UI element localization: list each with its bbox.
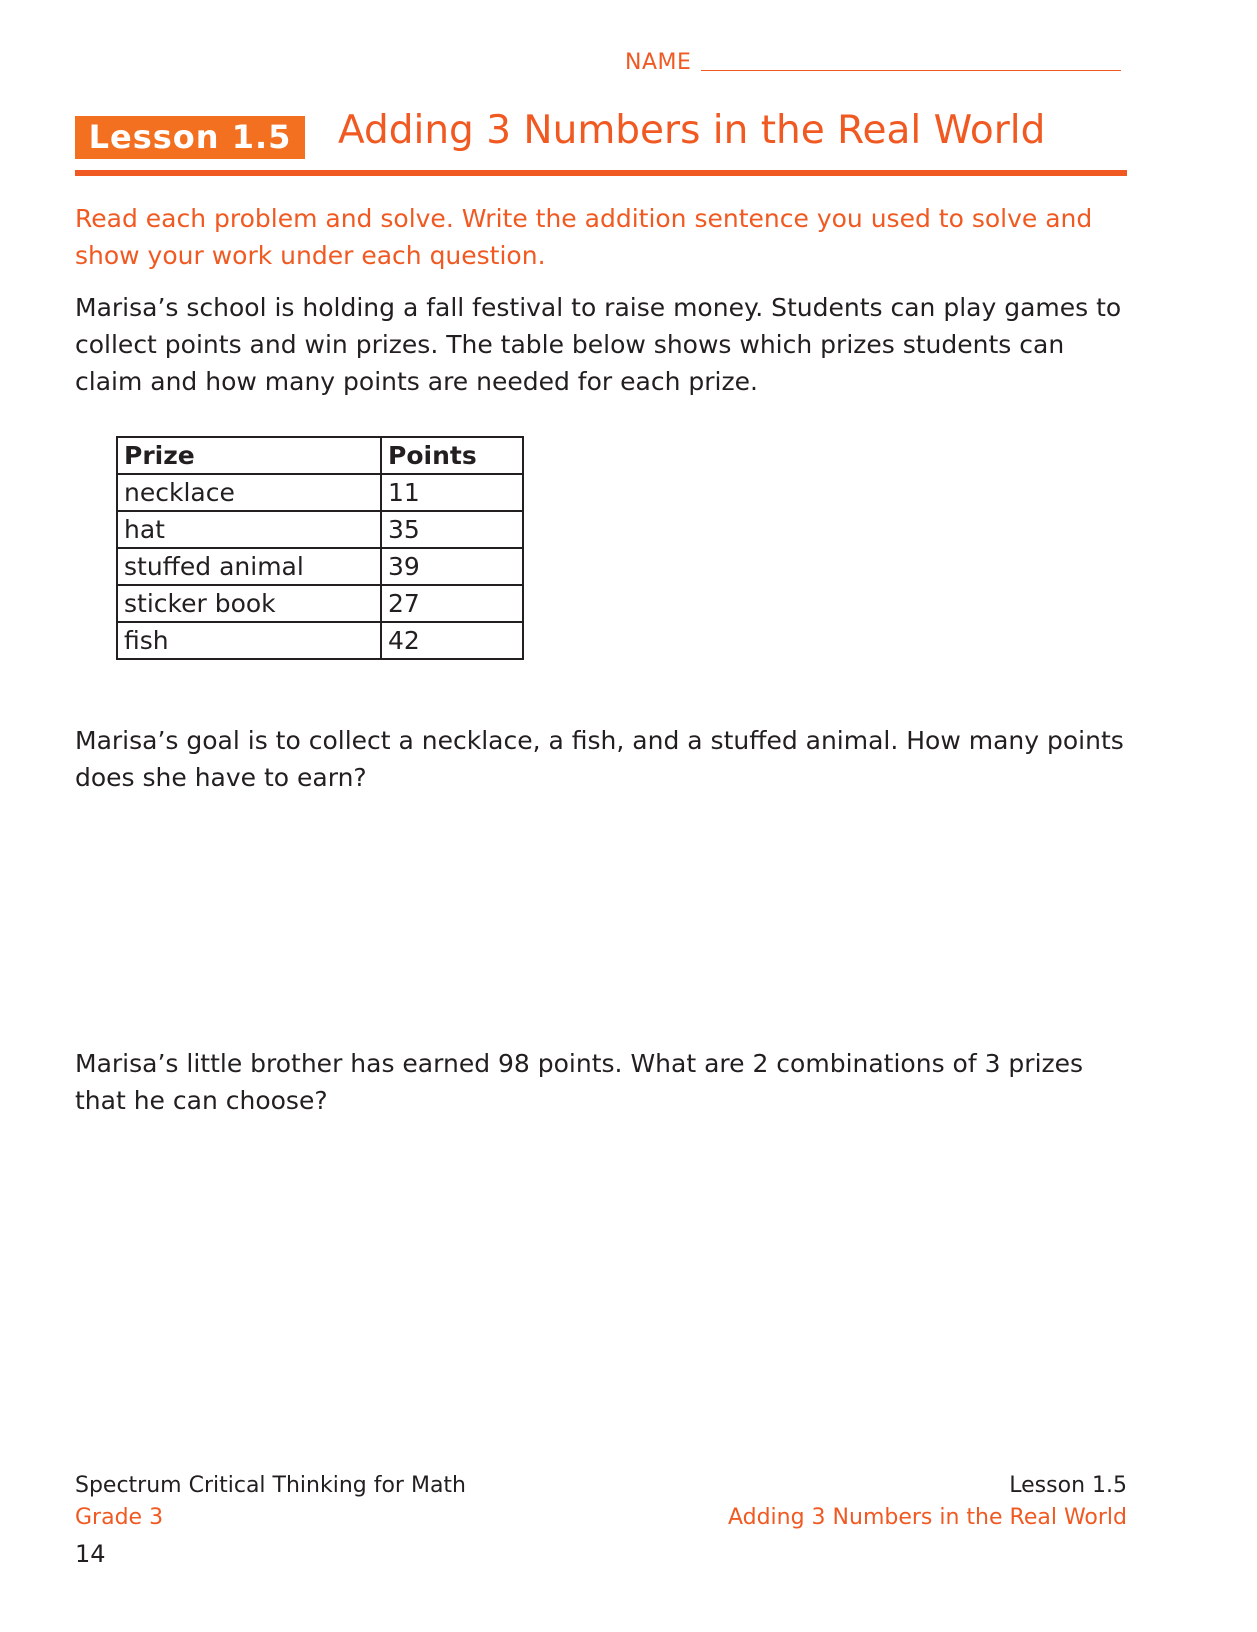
- table-row: [117, 511, 523, 548]
- footer-grade: Grade 3: [75, 1505, 164, 1530]
- prize-cell: fish: [117, 622, 381, 659]
- points-cell: 11: [381, 474, 523, 511]
- name-field-line[interactable]: [701, 69, 1121, 71]
- table-row: [117, 622, 523, 659]
- intro-paragraph: Marisa’s school is holding a fall festival to raise money. Students can play games to collect points and win prizes. The table below shows which prizes students can claim and how many points are needed for each prize.: [75, 293, 1122, 396]
- prize-cell: sticker book: [117, 585, 381, 622]
- footer-right: [728, 1470, 1127, 1534]
- question-1: Marisa’s goal is to collect a necklace, a fish, and a stuffed animal. How many points does she have to earn?: [75, 726, 1124, 792]
- question-2: Marisa’s little brother has earned 98 points. What are 2 combinations of 3 prizes that he can choose?: [75, 1049, 1084, 1115]
- prize-cell: stuffed animal: [117, 548, 381, 585]
- table-row: [117, 585, 523, 622]
- prize-cell: hat: [117, 511, 381, 548]
- prize-table: [116, 436, 524, 660]
- points-cell: 39: [381, 548, 523, 585]
- table-header-row: [117, 437, 523, 474]
- points-cell: 35: [381, 511, 523, 548]
- column-header-prize: Prize: [117, 437, 381, 474]
- lesson-badge: Lesson 1.5: [75, 116, 305, 159]
- table-row: [117, 474, 523, 511]
- footer-book-title: Spectrum Critical Thinking for Math: [75, 1473, 467, 1498]
- points-cell: 42: [381, 622, 523, 659]
- header-divider: [75, 170, 1127, 176]
- footer-left: [75, 1470, 466, 1534]
- instructions: Read each problem and solve. Write the addition sentence you used to solve and show your work under each question.: [75, 204, 1093, 270]
- page-number: 14: [75, 1540, 106, 1568]
- name-row: [625, 50, 1121, 75]
- prize-cell: necklace: [117, 474, 381, 511]
- footer-lesson-title: Adding 3 Numbers in the Real World: [727, 1505, 1127, 1530]
- name-label: NAME: [625, 50, 692, 75]
- column-header-points: Points: [381, 437, 523, 474]
- points-cell: 27: [381, 585, 523, 622]
- table-row: [117, 548, 523, 585]
- page-title: Adding 3 Numbers in the Real World: [338, 108, 1046, 153]
- footer-lesson: Lesson 1.5: [1009, 1473, 1127, 1498]
